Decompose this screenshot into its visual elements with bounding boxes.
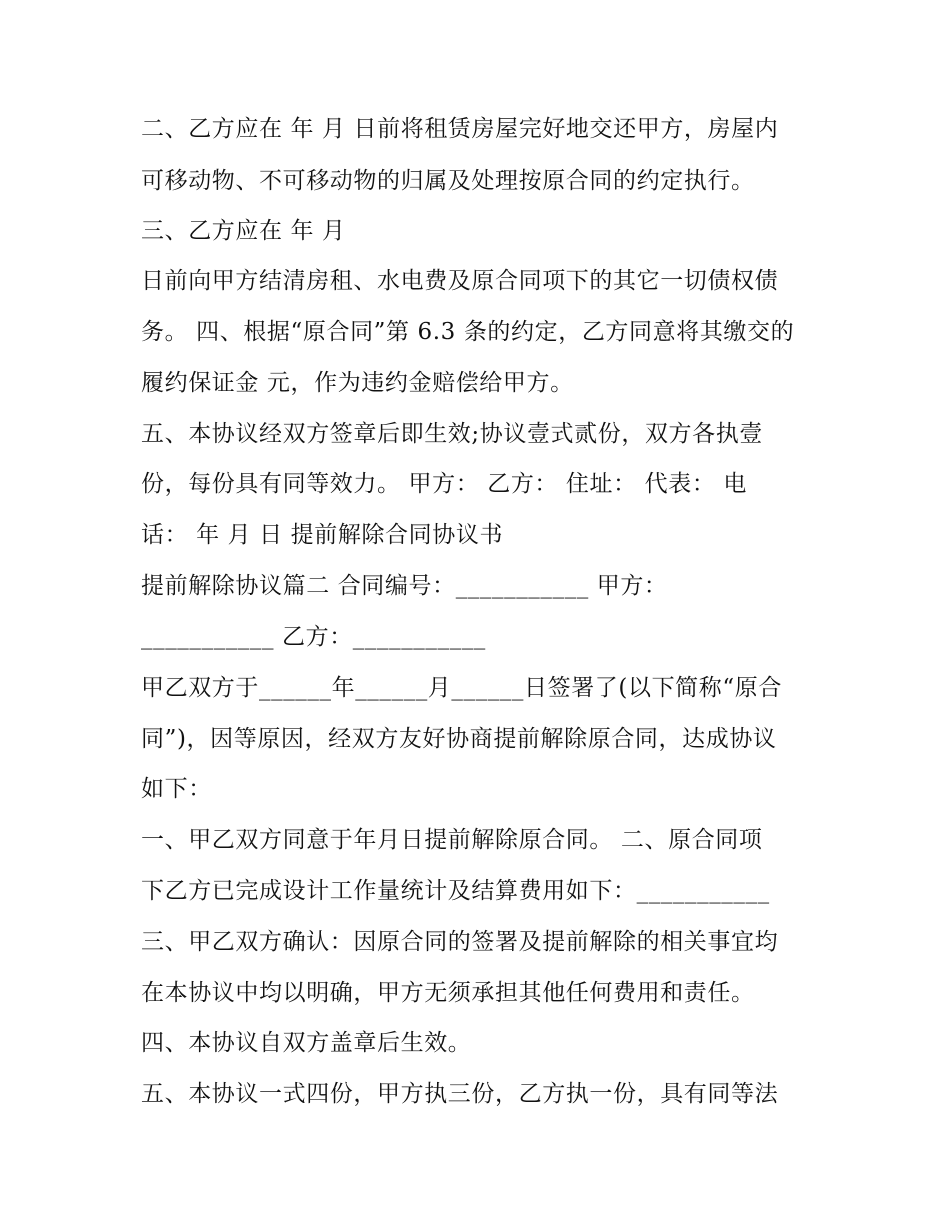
text-line: 履约保证金 元，作为违约金赔偿给甲方。 [141,370,574,396]
text-line: 五、本协议经双方签章后即生效;协议壹式贰份，双方各执壹 [141,421,763,447]
text-line: 日前向甲方结清房租、水电费及原合同项下的其它一切债权债 [141,268,779,294]
text-line: 下乙方已完成设计工作量统计及结算费用如下：___________ [141,878,770,904]
text-line: 提前解除协议篇二 合同编号：___________ 甲方： [141,573,668,599]
text-line: 五、本协议一式四份，甲方执三份，乙方执一份，具有同等法 [141,1081,779,1107]
text-line: 如下： [141,776,212,802]
text-line: 二、乙方应在 年 月 日前将租赁房屋完好地交还甲方，房屋内 [141,116,779,142]
text-line: 四、本协议自双方盖章后生效。 [141,1030,472,1056]
text-line: ___________ 乙方：___________ [141,624,486,650]
text-line: 一、甲乙双方同意于年月日提前解除原合同。 二、原合同项 [141,827,763,853]
text-line: 三、乙方应在 年 月 [141,218,346,244]
text-line: 三、甲乙双方确认：因原合同的签署及提前解除的相关事宜均 [141,929,779,955]
text-line: 话： 年 月 日 提前解除合同协议书 [141,522,504,548]
text-line: 务。 四、根据“原合同”第 6.3 条的约定，乙方同意将其缴交的 [141,319,795,345]
text-line: 甲乙双方于______年______月______日签署了(以下简称“原合 [141,675,782,701]
text-line: 可移动物、不可移动物的归属及处理按原合同的约定执行。 [141,168,755,194]
text-line: 同”)，因等原因，经双方友好协商提前解除原合同，达成协议 [141,726,777,752]
text-line: 份，每份具有同等效力。 甲方： 乙方： 住址： 代表： 电 [141,471,747,497]
text-line: 在本协议中均以明确，甲方无须承担其他任何费用和责任。 [141,980,755,1006]
